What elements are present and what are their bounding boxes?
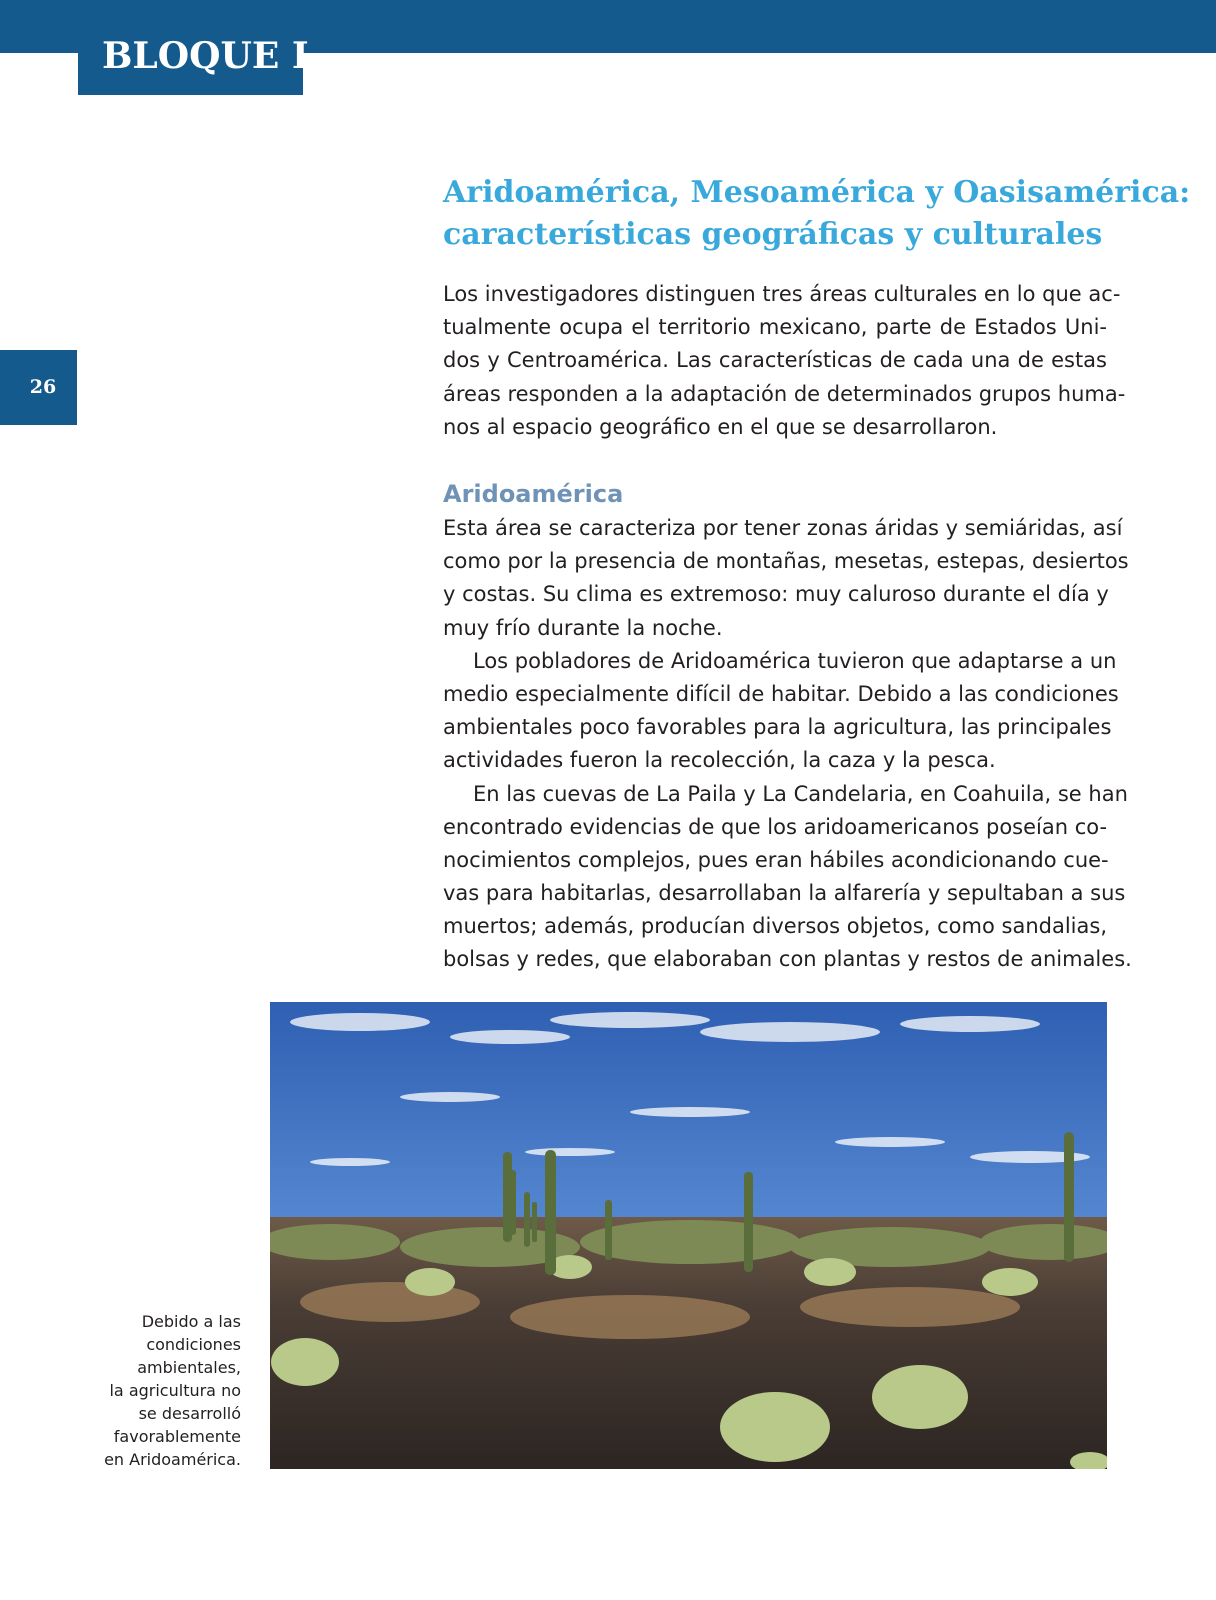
caption-line: se desarrolló: [138, 1404, 241, 1423]
text-line: actividades fueron la recolección, la caza y la pesca.: [443, 748, 996, 773]
subheading-aridoamerica: Aridoamérica: [443, 480, 624, 508]
caption-line: Debido a las: [141, 1312, 241, 1331]
text-line: Esta área se caracteriza por tener zonas áridas y semiáridas, así: [443, 516, 1123, 540]
text-line: áreas responden a la adaptación de determinados grupos huma-: [443, 381, 1126, 406]
text-line: bolsas y redes, que elaboraban con plantas y restos de animales.: [443, 947, 1132, 972]
caption-line: condiciones: [146, 1335, 241, 1354]
text-line: medio especialmente difícil de habitar. Debido a las condiciones: [443, 681, 1119, 706]
text-line: Los pobladores de Aridoamérica tuvieron que adaptarse a un: [473, 648, 1117, 673]
intro-paragraph: [443, 278, 1126, 444]
text-line: Los investigadores distinguen tres áreas culturales en lo que ac-: [443, 282, 1121, 306]
caption-line: la agricultura no: [109, 1381, 241, 1400]
section-title-line: Aridoamérica, Mesoamérica y Oasisamérica:: [443, 175, 1191, 210]
text-line: encontrado evidencias de que los aridoamericanos poseían co-: [443, 814, 1108, 839]
caption-line: ambientales,: [137, 1358, 241, 1377]
section-title: [443, 172, 1191, 256]
text-line: En las cuevas de La Paila y La Candelaria, en Coahuila, se han: [473, 781, 1128, 806]
text-line: muy frío durante la noche.: [443, 615, 723, 640]
text-line: ambientales poco favorables para la agricultura, las principales: [443, 715, 1112, 740]
text-line: como por la presencia de montañas, mesetas, estepas, desiertos: [443, 549, 1129, 574]
text-line: nos al espacio geográfico en el que se desarrollaron.: [443, 414, 998, 439]
page-number: 26: [29, 376, 57, 398]
bloque-label: BLOQUE I: [102, 35, 309, 77]
aridoamerica-text: [443, 512, 1132, 977]
section-title-line: características geográficas y culturales: [443, 217, 1103, 252]
caption-line: favorablemente: [113, 1427, 241, 1446]
photo-caption: [90, 1310, 241, 1471]
text-line: muertos; además, producían diversos objetos, como sandalias,: [443, 914, 1107, 939]
text-line: tualmente ocupa el territorio mexicano, parte de Estados Uni-: [443, 315, 1107, 340]
text-line: vas para habitarlas, desarrollaban la alfarería y sepultaban a sus: [443, 881, 1126, 906]
desert-photo: [270, 1002, 1107, 1469]
text-line: dos y Centroamérica. Las características de cada una de estas: [443, 348, 1107, 373]
text-line: y costas. Su clima es extremoso: muy caluroso durante el día y: [443, 582, 1109, 607]
text-line: nocimientos complejos, pues eran hábiles acondicionando cue-: [443, 847, 1109, 872]
caption-line: en Aridoamérica.: [104, 1450, 241, 1469]
